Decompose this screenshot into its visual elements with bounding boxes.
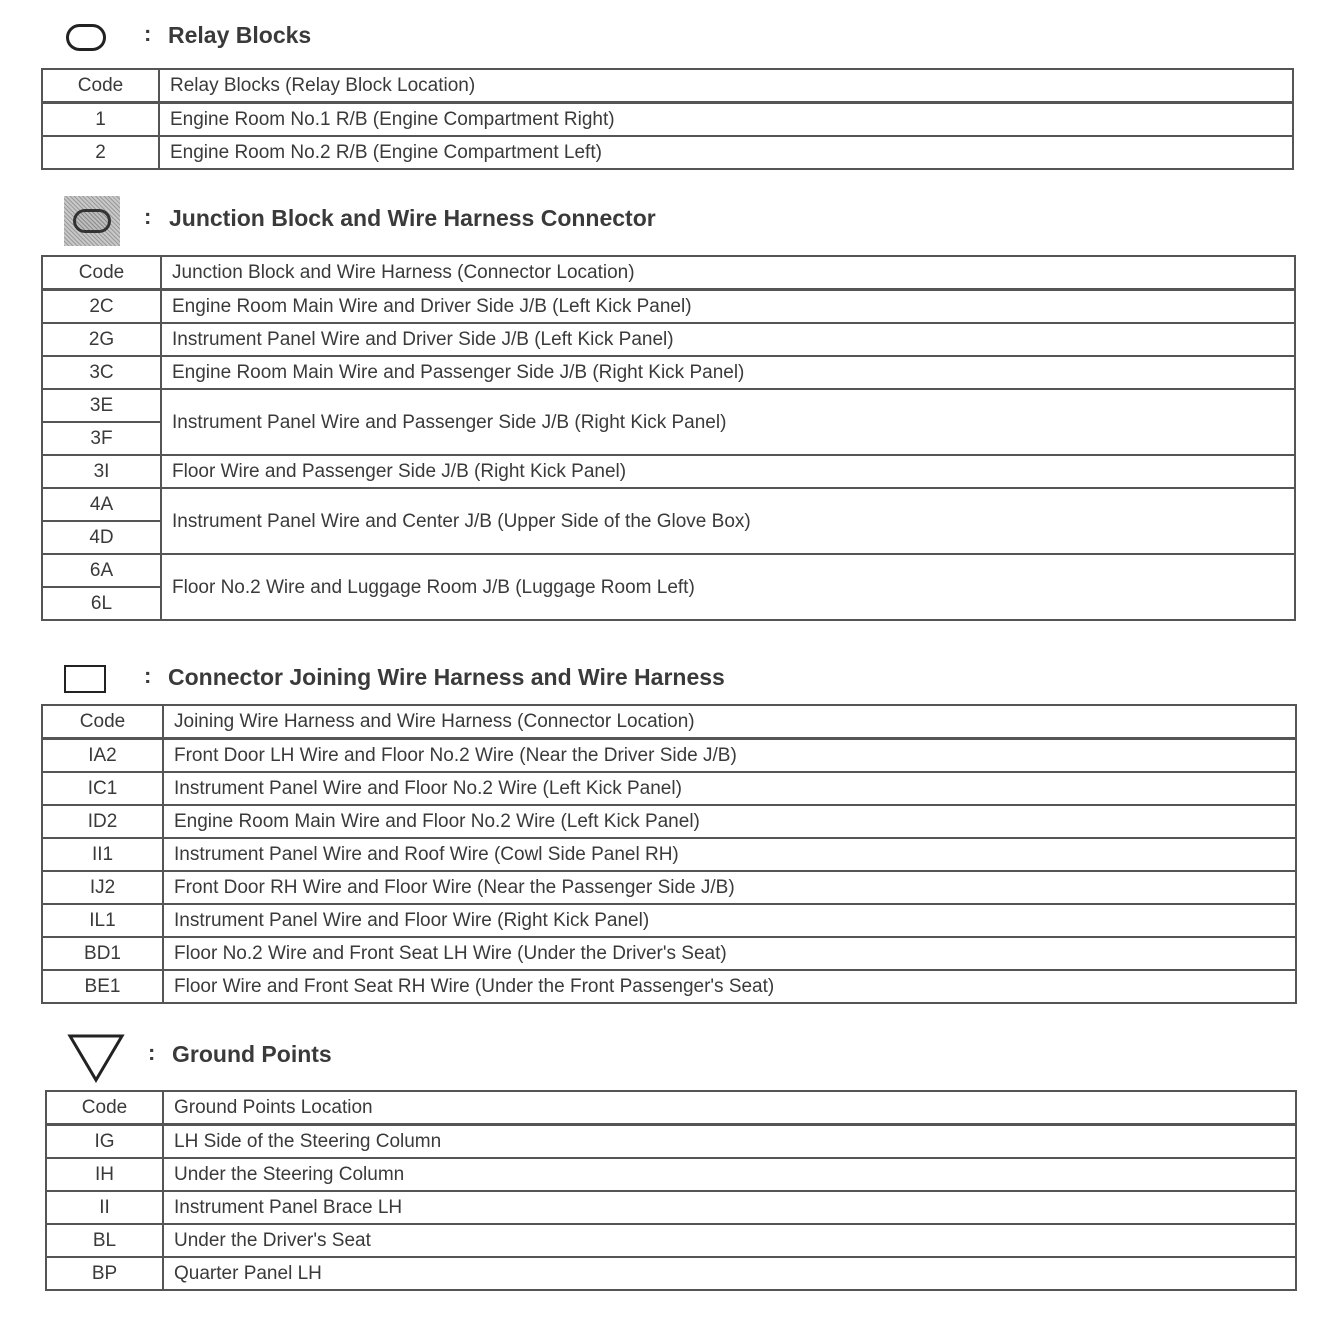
- code-cell: 6A: [42, 554, 161, 587]
- code-cell: 6L: [42, 587, 161, 620]
- location-cell: Engine Room Main Wire and Driver Side J/B (Left Kick Panel): [161, 290, 1295, 324]
- shaded-rounded-rectangle-icon: [64, 196, 120, 246]
- location-cell: Instrument Panel Wire and Passenger Side J/B (Right Kick Panel): [161, 389, 1295, 455]
- location-column-header: Joining Wire Harness and Wire Harness (Connector Location): [163, 705, 1296, 739]
- code-cell: 4D: [42, 521, 161, 554]
- ground-points-header: [62, 1030, 662, 1086]
- code-column-header: Code: [42, 705, 163, 739]
- table-row: [42, 772, 1296, 805]
- code-cell: 3C: [42, 356, 161, 389]
- location-column-header: Ground Points Location: [163, 1091, 1296, 1125]
- code-cell: 3I: [42, 455, 161, 488]
- table-row: [42, 356, 1295, 389]
- table-row: [42, 488, 1295, 521]
- triangle-down-icon: [66, 1030, 126, 1084]
- ground-points-table: [45, 1090, 1297, 1291]
- table-header-row: [42, 256, 1295, 290]
- code-cell: IH: [46, 1158, 163, 1191]
- table-row: [42, 904, 1296, 937]
- ground-colon: :: [148, 1040, 156, 1065]
- table-row: [42, 455, 1295, 488]
- table-row: [42, 323, 1295, 356]
- code-cell: 3F: [42, 422, 161, 455]
- location-cell: Engine Room No.1 R/B (Engine Compartment Right): [159, 103, 1293, 137]
- location-cell: Engine Room Main Wire and Floor No.2 Wire (Left Kick Panel): [163, 805, 1296, 838]
- location-cell: Instrument Panel Wire and Center J/B (Upper Side of the Glove Box): [161, 488, 1295, 554]
- code-cell: IC1: [42, 772, 163, 805]
- connector-colon: :: [144, 663, 152, 688]
- location-cell: Floor Wire and Passenger Side J/B (Right Kick Panel): [161, 455, 1295, 488]
- junction-block-title: Junction Block and Wire Harness Connector: [169, 205, 656, 231]
- table-row: [46, 1224, 1296, 1257]
- code-cell: IL1: [42, 904, 163, 937]
- location-cell: Front Door RH Wire and Floor Wire (Near the Passenger Side J/B): [163, 871, 1296, 904]
- code-cell: IA2: [42, 739, 163, 773]
- location-cell: Under the Driver's Seat: [163, 1224, 1296, 1257]
- code-column-header: Code: [42, 256, 161, 290]
- code-column-header: Code: [46, 1091, 163, 1125]
- table-row: [42, 838, 1296, 871]
- junction-colon: :: [144, 204, 152, 229]
- table-row: [42, 290, 1295, 324]
- table-header-row: [46, 1091, 1296, 1125]
- location-cell: Instrument Panel Wire and Floor Wire (Right Kick Panel): [163, 904, 1296, 937]
- table-row: [42, 103, 1293, 137]
- code-cell: ID2: [42, 805, 163, 838]
- location-cell: LH Side of the Steering Column: [163, 1125, 1296, 1159]
- code-cell: II1: [42, 838, 163, 871]
- connector-table: [41, 704, 1297, 1004]
- code-cell: IG: [46, 1125, 163, 1159]
- location-column-header: Relay Blocks (Relay Block Location): [159, 69, 1293, 103]
- location-cell: Instrument Panel Brace LH: [163, 1191, 1296, 1224]
- table-row: [42, 871, 1296, 904]
- code-cell: BE1: [42, 970, 163, 1003]
- relay-blocks-header: [62, 18, 562, 58]
- junction-block-header: [62, 196, 862, 248]
- code-cell: IJ2: [42, 871, 163, 904]
- code-cell: II: [46, 1191, 163, 1224]
- code-cell: BP: [46, 1257, 163, 1290]
- location-cell: Floor No.2 Wire and Front Seat LH Wire (Under the Driver's Seat): [163, 937, 1296, 970]
- location-cell: Instrument Panel Wire and Roof Wire (Cowl Side Panel RH): [163, 838, 1296, 871]
- table-row: [42, 554, 1295, 587]
- location-cell: Floor Wire and Front Seat RH Wire (Under the Front Passenger's Seat): [163, 970, 1296, 1003]
- location-column-header: Junction Block and Wire Harness (Connector Location): [161, 256, 1295, 290]
- location-cell: Instrument Panel Wire and Driver Side J/B (Left Kick Panel): [161, 323, 1295, 356]
- relay-colon: :: [144, 21, 152, 46]
- code-cell: 2: [42, 136, 159, 169]
- table-row: [42, 739, 1296, 773]
- junction-block-table: [41, 255, 1296, 621]
- code-cell: 4A: [42, 488, 161, 521]
- location-cell: Engine Room Main Wire and Passenger Side J/B (Right Kick Panel): [161, 356, 1295, 389]
- table-row: [42, 389, 1295, 422]
- code-cell: 3E: [42, 389, 161, 422]
- ground-points-title: Ground Points: [172, 1041, 332, 1067]
- table-row: [46, 1191, 1296, 1224]
- table-row: [46, 1257, 1296, 1290]
- table-row: [42, 937, 1296, 970]
- connector-header: [62, 660, 862, 700]
- table-row: [42, 136, 1293, 169]
- code-cell: 1: [42, 103, 159, 137]
- rectangle-icon: [64, 665, 106, 693]
- relay-blocks-table: [41, 68, 1294, 170]
- table-row: [42, 805, 1296, 838]
- code-column-header: Code: [42, 69, 159, 103]
- table-row: [46, 1125, 1296, 1159]
- location-cell: Under the Steering Column: [163, 1158, 1296, 1191]
- code-cell: BD1: [42, 937, 163, 970]
- location-cell: Quarter Panel LH: [163, 1257, 1296, 1290]
- code-cell: 2G: [42, 323, 161, 356]
- code-cell: BL: [46, 1224, 163, 1257]
- table-row: [46, 1158, 1296, 1191]
- location-cell: Floor No.2 Wire and Luggage Room J/B (Luggage Room Left): [161, 554, 1295, 620]
- table-header-row: [42, 69, 1293, 103]
- code-cell: 2C: [42, 290, 161, 324]
- table-row: [42, 970, 1296, 1003]
- location-cell: Instrument Panel Wire and Floor No.2 Wire (Left Kick Panel): [163, 772, 1296, 805]
- location-cell: Front Door LH Wire and Floor No.2 Wire (Near the Driver Side J/B): [163, 739, 1296, 773]
- rounded-rectangle-icon: [66, 24, 106, 51]
- location-cell: Engine Room No.2 R/B (Engine Compartment Left): [159, 136, 1293, 169]
- relay-blocks-title: Relay Blocks: [168, 22, 312, 48]
- table-header-row: [42, 705, 1296, 739]
- connector-title: Connector Joining Wire Harness and Wire Harness: [168, 664, 725, 690]
